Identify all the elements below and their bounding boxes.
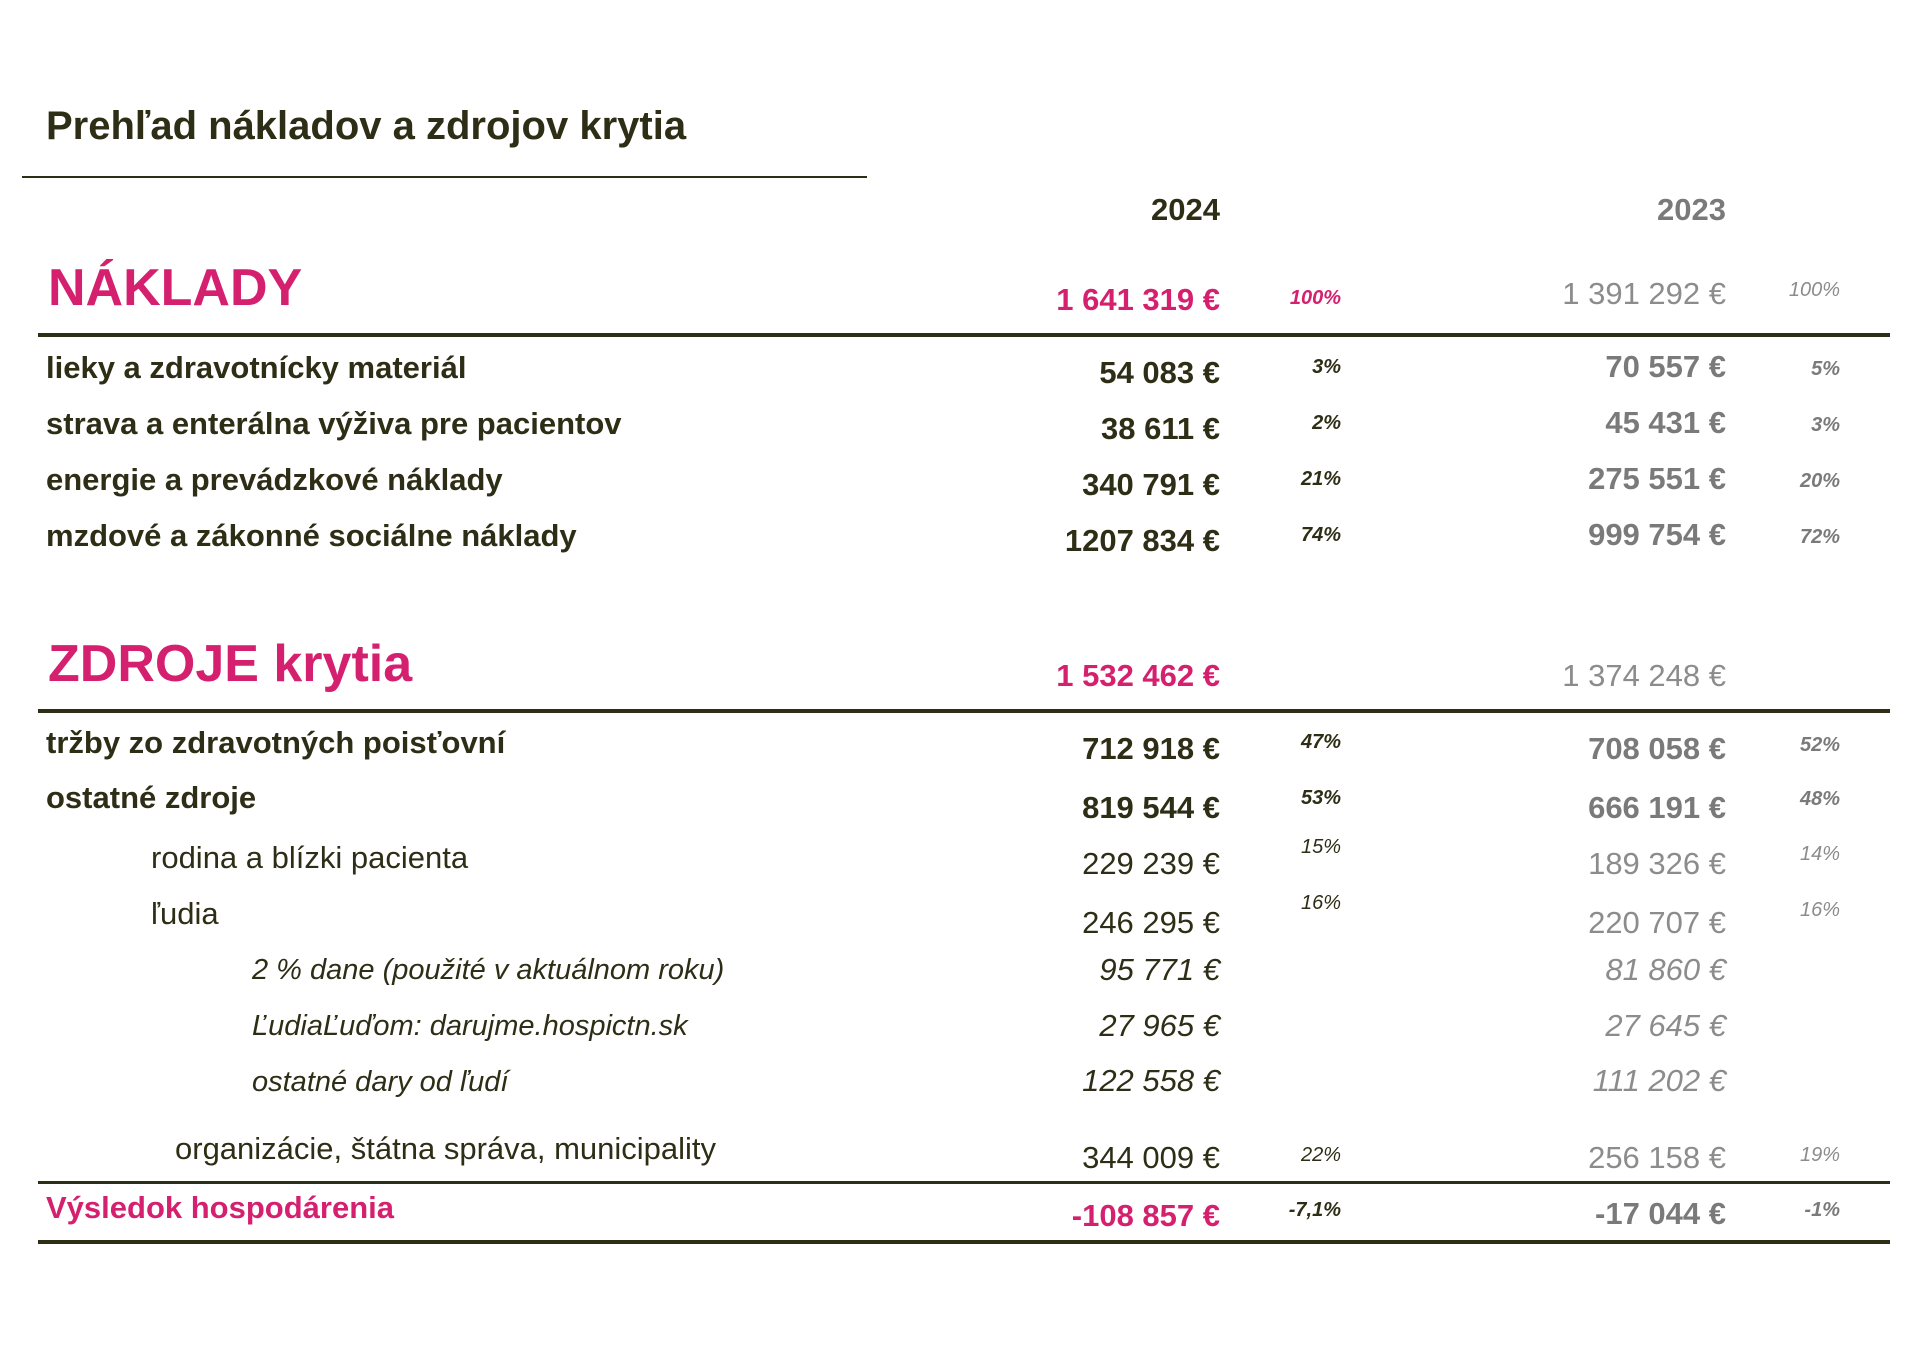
row-value-2023: 189 326 € — [1588, 846, 1726, 881]
result-label: Výsledok hospodárenia — [46, 1190, 394, 1225]
naklady-total-2023: 1 391 292 € — [1562, 276, 1726, 311]
result-pct-2024: -7,1% — [1288, 1199, 1341, 1221]
result-pct-2023: -1% — [1804, 1199, 1840, 1221]
row-value-2023: 666 191 € — [1588, 790, 1726, 825]
naklady-total-2024: 1 641 319 € — [1056, 282, 1220, 317]
row-pct-2023: 3% — [1811, 414, 1840, 436]
row-pct-2023: 5% — [1811, 358, 1840, 380]
row-pct-2024: 21% — [1300, 468, 1341, 490]
row-value-2024: 27 965 € — [1099, 1008, 1220, 1043]
result-value-2024: -108 857 € — [1071, 1198, 1220, 1233]
row-label: tržby zo zdravotných poisťovní — [46, 725, 506, 760]
row-value-2024: 38 611 € — [1101, 411, 1220, 446]
row-value-2023: 111 202 € — [1592, 1063, 1726, 1098]
zdroje-total-2024: 1 532 462 € — [1056, 658, 1220, 693]
row-value-2024: 122 558 € — [1082, 1063, 1220, 1098]
row-label: ĽudiaĽuďom: darujme.hospictn.sk — [252, 1010, 688, 1042]
row-pct-2023: 16% — [1799, 899, 1840, 921]
year-header-2024: 2024 — [1151, 192, 1220, 227]
row-label: rodina a blízki pacienta — [151, 840, 469, 875]
zdroje-total-2023: 1 374 248 € — [1562, 658, 1726, 693]
row-pct-2024: 22% — [1300, 1144, 1341, 1166]
row-value-2023: 81 860 € — [1605, 952, 1726, 987]
title-underline — [22, 176, 867, 178]
naklady-total-pct-2023: 100% — [1788, 279, 1840, 301]
result-value-2023: -17 044 € — [1595, 1196, 1726, 1231]
result-bottom-divider — [38, 1240, 1890, 1244]
row-label: ostatné dary od ľudí — [252, 1066, 509, 1098]
row-value-2024: 712 918 € — [1082, 731, 1220, 766]
row-pct-2023: 14% — [1799, 843, 1840, 865]
row-pct-2024: 74% — [1300, 524, 1341, 546]
row-value-2024: 1207 834 € — [1064, 523, 1220, 558]
row-pct-2024: 16% — [1300, 892, 1341, 914]
row-pct-2024: 47% — [1300, 731, 1341, 753]
row-pct-2023: 20% — [1799, 470, 1840, 492]
row-value-2024: 340 791 € — [1082, 467, 1220, 502]
page-title: Prehľad nákladov a zdrojov krytia — [46, 104, 687, 148]
row-label: ľudia — [151, 896, 219, 931]
row-value-2023: 220 707 € — [1588, 905, 1726, 940]
row-pct-2024: 2% — [1312, 412, 1341, 434]
naklady-total-pct-2024: 100% — [1289, 287, 1341, 309]
zdroje-heading: ZDROJE krytia — [48, 635, 413, 693]
row-value-2024: 229 239 € — [1082, 846, 1220, 881]
row-label: organizácie, štátna správa, municipality — [175, 1131, 717, 1166]
row-pct-2023: 19% — [1799, 1144, 1840, 1166]
row-pct-2023: 52% — [1799, 734, 1840, 756]
row-pct-2023: 48% — [1799, 788, 1840, 810]
row-value-2023: 256 158 € — [1588, 1140, 1726, 1175]
year-header-2023: 2023 — [1657, 192, 1726, 227]
row-value-2023: 27 645 € — [1605, 1008, 1726, 1043]
row-label: energie a prevádzkové náklady — [46, 462, 503, 497]
row-label: 2 % dane (použité v aktuálnom roku) — [252, 954, 725, 986]
naklady-divider — [38, 333, 1890, 337]
row-label: mzdové a zákonné sociálne náklady — [46, 518, 577, 553]
row-pct-2024: 3% — [1312, 356, 1341, 378]
row-value-2023: 45 431 € — [1605, 405, 1726, 440]
row-value-2024: 95 771 € — [1099, 952, 1220, 987]
row-pct-2023: 72% — [1799, 526, 1840, 548]
row-value-2024: 819 544 € — [1082, 790, 1220, 825]
naklady-heading: NÁKLADY — [48, 259, 303, 317]
row-value-2024: 344 009 € — [1082, 1140, 1220, 1175]
row-pct-2024: 53% — [1300, 787, 1341, 809]
row-pct-2024: 15% — [1300, 836, 1341, 858]
row-label: ostatné zdroje — [46, 780, 257, 815]
zdroje-divider — [38, 709, 1890, 713]
row-value-2023: 70 557 € — [1605, 349, 1726, 384]
row-value-2023: 999 754 € — [1588, 517, 1726, 552]
row-value-2023: 275 551 € — [1588, 461, 1726, 496]
row-label: strava a enterálna výživa pre pacientov — [46, 406, 622, 441]
row-label: lieky a zdravotnícky materiál — [46, 350, 467, 385]
row-value-2023: 708 058 € — [1588, 731, 1726, 766]
row-value-2024: 54 083 € — [1099, 355, 1220, 390]
row-value-2024: 246 295 € — [1082, 905, 1220, 940]
result-top-divider — [38, 1181, 1890, 1184]
